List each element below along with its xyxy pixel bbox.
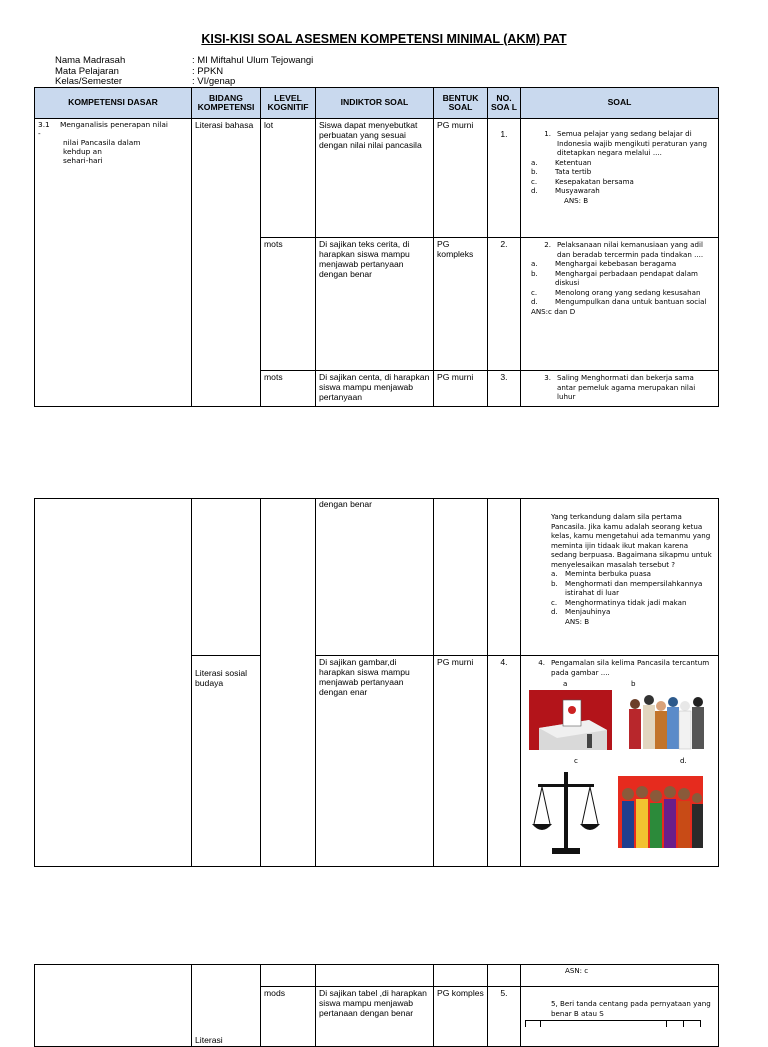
level-cell: mots — [261, 238, 316, 371]
option-text: Menghargai kebebasan beragama — [555, 259, 677, 268]
header-no: NO. SOA L — [488, 88, 521, 119]
meta-key: Mata Pelajaran — [55, 65, 119, 77]
option-text: Meminta berbuka puasa — [565, 569, 652, 578]
no-cell — [488, 965, 521, 987]
ballot-box-image — [529, 690, 612, 750]
answer-key: ANS: B — [564, 195, 589, 205]
kd-cell — [35, 499, 192, 867]
level-cell — [261, 499, 316, 867]
option-letter: c. — [531, 287, 538, 297]
header-bentuk: BENTUK SOAL — [434, 88, 488, 119]
header-indikator: INDIKTOR SOAL — [316, 88, 434, 119]
bidang-cell: Literasi sosial budaya — [192, 656, 261, 867]
no-cell: 1. — [488, 119, 521, 238]
document-meta — [55, 56, 313, 88]
bidang-cell: Literasi bahasa — [192, 119, 261, 407]
option-letter: b. — [551, 578, 558, 588]
soal-cell — [521, 119, 719, 238]
kisi-table-page3 — [34, 964, 719, 1047]
kd-cell — [35, 965, 192, 1047]
bentuk-cell — [434, 499, 488, 656]
option-text: Mengumpulkan dana untuk bantuan social — [555, 297, 707, 306]
option-text: Menghormati dan mempersilahkannya istirahat di luar — [565, 578, 703, 597]
image-label: b — [631, 679, 636, 688]
bentuk-cell: PG murni — [434, 656, 488, 867]
header-soal: SOAL — [521, 88, 719, 119]
option-text: Menolong orang yang sedang kesusahan — [555, 287, 701, 297]
option-text: Musyawarah — [555, 186, 600, 195]
soal-cell — [521, 965, 719, 987]
option-text: Tata tertib — [555, 167, 592, 176]
kd-cell — [35, 119, 192, 407]
option-letter: c. — [551, 597, 558, 607]
option-letter: c. — [531, 176, 538, 186]
indikator-cell — [316, 965, 434, 987]
no-cell: 4. — [488, 656, 521, 867]
option-letter: b. — [531, 268, 538, 278]
kd-dash: - — [38, 129, 41, 138]
answer-key: ANS: B — [565, 616, 590, 626]
no-cell — [488, 499, 521, 656]
indikator-cell: Di sajikan tabel ,di harapkan siswa mampu menjawab pertanaan dengan benar — [316, 987, 434, 1047]
level-cell — [261, 965, 316, 987]
answer-key: ASN: c — [565, 966, 589, 975]
meta-value: : MI Miftahul Ulum Tejowangi — [192, 55, 314, 66]
bidang-text: Literasi — [195, 1035, 223, 1045]
soal-cell — [521, 987, 719, 1047]
option-text: Menghargai perbadaan pendapat dalam diskusi — [555, 268, 698, 287]
option-text: Ketentuan — [555, 157, 592, 167]
question-text: Yang terkandung dalam sila pertama Pancasila. Jika kamu adalah seorang ketua kelas, kamu mengetahui ada temanmu yang meminta ijin tidaak ikut makan karena sedang berpuasa. Bagaimana sikapmu untuk menyelesaikan masalah tersebut ? — [551, 512, 712, 569]
kd-text: nilai Pancasila dalam kehdup an — [63, 138, 141, 156]
soal-cell — [521, 238, 719, 371]
question-text: Saling Menghormati dan bekerja sama antar pemeluk agama merupakan nilai luhur — [557, 373, 696, 401]
header-level: LEVEL KOGNITIF — [261, 88, 316, 119]
image-label: d. — [680, 756, 687, 765]
meta-value: : PPKN — [192, 65, 224, 77]
bentuk-cell: PG komples — [434, 987, 488, 1047]
question-number: 4. — [538, 658, 545, 667]
header-kd: KOMPETENSI DASAR — [35, 88, 192, 119]
indikator-cell: Di sajikan centa, di harapkan siswa mampu menjawab pertanyaan — [316, 371, 434, 407]
indikator-cell: Di sajikan teks cerita, di harapkan siswa mampu menjawab pertanyaan dengan benar — [316, 238, 434, 371]
table-row — [35, 119, 719, 238]
meta-key: Kelas/Semester — [55, 76, 123, 87]
option-text: Menjauhinya — [565, 607, 611, 616]
image-label: c — [574, 756, 578, 765]
traditional-clothing-people-image — [618, 776, 703, 848]
image-label: a — [563, 679, 568, 688]
kd-number: 3.1 — [38, 120, 50, 129]
bentuk-cell: PG kompleks — [434, 238, 488, 371]
option-letter: a. — [551, 569, 558, 578]
indikator-cell: Siswa dapat menyebutkat perbuatan yang sesuai dengan nilai nilai pancasila — [316, 119, 434, 238]
answer-key: ANS:c dan D — [531, 306, 576, 316]
table-row — [35, 965, 719, 987]
scales-of-justice-image — [530, 766, 602, 856]
level-cell: lot — [261, 119, 316, 238]
question-number: 2. — [544, 240, 551, 249]
question-number: 3. — [544, 373, 551, 382]
page-title: KISI-KISI SOAL ASESMEN KOMPETENSI MINIMAL (AKM) PAT — [201, 32, 567, 46]
no-cell: 3. — [488, 371, 521, 407]
option-text: Menghormatinya tidak jadi makan — [565, 597, 687, 607]
question-text: 5, Beri tanda centang pada pernyataan yang benar B atau S — [551, 999, 711, 1018]
bidang-cell — [192, 965, 261, 1047]
option-letter: d. — [531, 297, 538, 306]
no-cell: 2. — [488, 238, 521, 371]
option-text: Kesepakatan bersama — [555, 176, 634, 186]
indikator-cell: dengan benar — [316, 499, 434, 656]
no-cell: 5. — [488, 987, 521, 1047]
question-text: Pelaksanaan nilai kemanusiaan yang adil dan beradab tercermin pada tindakan .... — [557, 240, 704, 259]
bentuk-cell — [434, 965, 488, 987]
kisi-table-page2 — [34, 498, 719, 867]
soal-cell — [521, 371, 719, 407]
header-bidang: BIDANG KOMPETENSI — [192, 88, 261, 119]
indikator-cell: Di sajikan gambar,di harapkan siswa mampu menjawab pertanyaan dengan enar — [316, 656, 434, 867]
option-letter: a. — [531, 259, 538, 268]
kd-text: Menganalisis penerapan nilai — [60, 120, 168, 129]
option-letter: b. — [531, 167, 538, 176]
question-text: Semua pelajar yang sedang belajar di Indonesia wajib mengikuti peraturan yang ditetapkan negara melalui .... — [557, 129, 708, 157]
meta-value: : VI/genap — [192, 76, 236, 87]
option-letter: d. — [531, 186, 538, 195]
kd-text: sehari-hari — [63, 156, 103, 165]
option-letter: d. — [551, 607, 558, 616]
kisi-table-page1 — [34, 87, 719, 407]
bentuk-cell: PG murni — [434, 371, 488, 407]
table-row — [35, 499, 719, 656]
option-letter: a. — [531, 157, 538, 167]
question-number: 1. — [544, 129, 551, 138]
level-cell: mods — [261, 987, 316, 1047]
level-cell: mots — [261, 371, 316, 407]
bentuk-cell: PG murni — [434, 119, 488, 238]
bidang-cell — [192, 499, 261, 656]
meta-key: Nama Madrasah — [55, 55, 126, 66]
question-text: Pengamalan sila kelima Pancasila tercantum pada gambar .... — [551, 658, 710, 677]
soal-cell — [521, 499, 719, 656]
diverse-people-image — [625, 690, 709, 754]
